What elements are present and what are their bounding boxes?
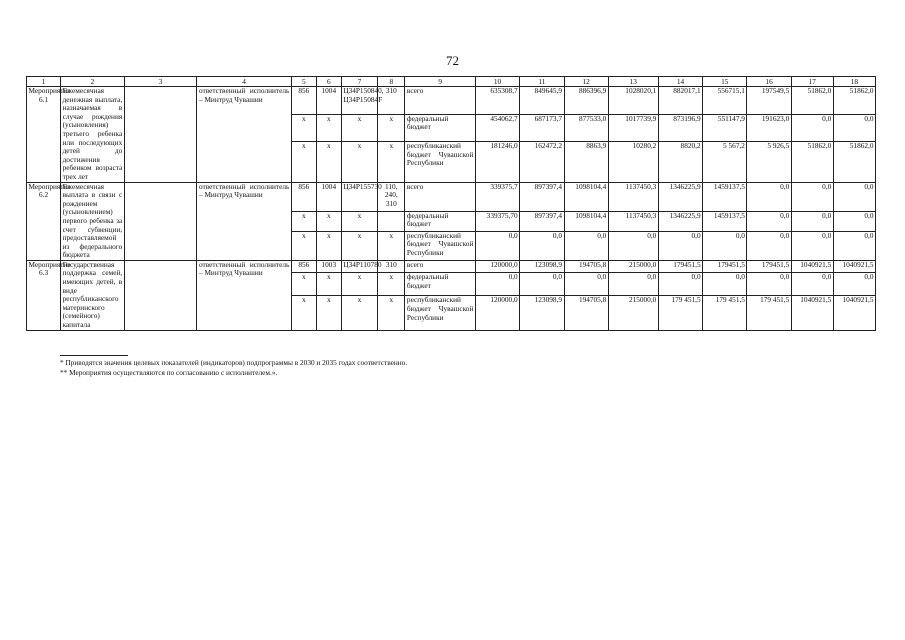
column-header-1: 1 bbox=[27, 77, 61, 87]
amount-cell: 1346225,9 bbox=[658, 182, 702, 211]
section-code: x bbox=[316, 211, 341, 231]
amount-cell: 123098,9 bbox=[520, 296, 564, 330]
section-code: 1004 bbox=[316, 87, 341, 115]
column-header-13: 13 bbox=[608, 77, 658, 87]
grbs-code: 856 bbox=[291, 260, 316, 272]
activity-col3 bbox=[124, 87, 197, 183]
amount-cell: 194705,8 bbox=[564, 260, 608, 272]
amount-cell: 123098,9 bbox=[520, 260, 564, 272]
activity-id: Мероприятие 6.2 bbox=[27, 182, 61, 260]
column-header-4: 4 bbox=[197, 77, 291, 87]
amount-cell: 0,0 bbox=[658, 273, 702, 296]
column-header-8: 8 bbox=[378, 77, 405, 87]
column-header-2: 2 bbox=[61, 77, 125, 87]
amount-cell: 8820,2 bbox=[658, 142, 702, 183]
column-header-18: 18 bbox=[833, 77, 875, 87]
amount-cell: 873196,9 bbox=[658, 114, 702, 142]
footnote-rule bbox=[60, 355, 128, 356]
target-article-code: x bbox=[341, 114, 377, 142]
target-article-code: Ц34Р155730 bbox=[341, 182, 377, 211]
amount-cell: 1040921,5 bbox=[791, 296, 833, 330]
amount-cell: 0,0 bbox=[520, 273, 564, 296]
amount-cell: 162472,2 bbox=[520, 142, 564, 183]
activity-name: Государственная поддержка семей, имеющих детей, в виде республиканского материнского (семейного) капитала bbox=[62, 259, 123, 330]
amount-cell: 0,0 bbox=[791, 182, 833, 211]
section-code: x bbox=[316, 114, 341, 142]
amount-cell: 179 451,5 bbox=[747, 296, 791, 330]
grbs-code: x bbox=[291, 296, 316, 330]
amount-cell: 1098104,4 bbox=[564, 211, 608, 231]
activity-name: Ежемесячная выплата в связи с рождением (усыновлением) первого ребенка за счет субвенции, предоставляемой из федерального бюджета bbox=[62, 181, 123, 260]
amount-cell: 454062,7 bbox=[475, 114, 519, 142]
amount-cell: 0,0 bbox=[564, 273, 608, 296]
amount-cell: 215000,0 bbox=[608, 260, 658, 272]
section-code: x bbox=[316, 231, 341, 260]
activity-id: Мероприятие 6.3 bbox=[27, 260, 61, 330]
amount-cell: 339375,7 bbox=[475, 182, 519, 211]
grbs-code: x bbox=[291, 231, 316, 260]
grbs-code: 856 bbox=[291, 87, 316, 115]
column-header-6: 6 bbox=[316, 77, 341, 87]
amount-cell: 1137450,3 bbox=[608, 182, 658, 211]
amount-cell: 51862,0 bbox=[791, 142, 833, 183]
amount-cell: 0,0 bbox=[747, 231, 791, 260]
column-header-12: 12 bbox=[564, 77, 608, 87]
footnotes bbox=[60, 355, 407, 377]
expense-type-code: x bbox=[378, 273, 405, 296]
amount-cell: 877533,0 bbox=[564, 114, 608, 142]
activity-name: Ежемесячная денежная выплата, назначаемая в случае рождения (усыновления) третьего ребенка или последующих детей до достижения ребенком возраста трех лет bbox=[62, 86, 123, 181]
amount-cell: 179 451,5 bbox=[703, 296, 747, 330]
column-header-11: 11 bbox=[520, 77, 564, 87]
target-article-code: x bbox=[341, 273, 377, 296]
amount-cell: 8863,9 bbox=[564, 142, 608, 183]
amount-cell: 0,0 bbox=[833, 273, 875, 296]
amount-cell: 897397,4 bbox=[520, 211, 564, 231]
amount-cell: 849645,9 bbox=[520, 87, 564, 115]
target-article-code: Ц34Р110780 bbox=[341, 260, 377, 272]
amount-cell: 5 567,2 bbox=[703, 142, 747, 183]
funding-source: республиканский бюджет Чувашской Республики bbox=[405, 142, 475, 183]
activity-col3 bbox=[124, 260, 197, 330]
amount-cell: 0,0 bbox=[791, 231, 833, 260]
expense-type-code: 110, 240, 310 bbox=[378, 182, 405, 211]
funding-source: всего bbox=[405, 260, 475, 272]
activity-executor: ответственный исполнитель – Минтруд Чувашии bbox=[197, 87, 291, 183]
amount-cell: 179451,5 bbox=[747, 260, 791, 272]
amount-cell: 1098104,4 bbox=[564, 182, 608, 211]
page-number: 72 bbox=[446, 53, 459, 68]
amount-cell: 0,0 bbox=[791, 211, 833, 231]
funding-source: республиканский бюджет Чувашской Республики bbox=[405, 231, 475, 260]
column-header-14: 14 bbox=[658, 77, 702, 87]
activity-executor: ответственный исполнитель – Минтруд Чувашии bbox=[197, 182, 291, 260]
amount-cell: 0,0 bbox=[791, 273, 833, 296]
amount-cell: 1459137,5 bbox=[703, 211, 747, 231]
amount-cell: 1040921,5 bbox=[833, 296, 875, 330]
amount-cell: 194705,8 bbox=[564, 296, 608, 330]
amount-cell: 51862,0 bbox=[833, 87, 875, 115]
column-header-16: 16 bbox=[747, 77, 791, 87]
amount-cell: 0,0 bbox=[564, 231, 608, 260]
expense-type-code: x bbox=[378, 296, 405, 330]
column-header-17: 17 bbox=[791, 77, 833, 87]
amount-cell: 10280,2 bbox=[608, 142, 658, 183]
target-article-code: x bbox=[341, 142, 377, 183]
amount-cell: 0,0 bbox=[833, 211, 875, 231]
column-header-10: 10 bbox=[475, 77, 519, 87]
table-body bbox=[27, 87, 876, 331]
column-header-3: 3 bbox=[124, 77, 197, 87]
amount-cell: 191623,0 bbox=[747, 114, 791, 142]
amount-cell: 0,0 bbox=[475, 231, 519, 260]
column-header-15: 15 bbox=[703, 77, 747, 87]
amount-cell: 51862,0 bbox=[833, 142, 875, 183]
amount-cell: 5 926,5 bbox=[747, 142, 791, 183]
budget-table bbox=[26, 76, 876, 331]
grbs-code: 856 bbox=[291, 182, 316, 211]
funding-source: федеральный бюджет bbox=[405, 211, 475, 231]
amount-cell: 0,0 bbox=[703, 273, 747, 296]
amount-cell: 1346225,9 bbox=[658, 211, 702, 231]
grbs-code: x bbox=[291, 273, 316, 296]
amount-cell: 687173,7 bbox=[520, 114, 564, 142]
table-row bbox=[27, 182, 876, 211]
target-article-code: x bbox=[341, 211, 377, 231]
section-code: x bbox=[316, 273, 341, 296]
amount-cell: 120000,0 bbox=[475, 260, 519, 272]
amount-cell: 0,0 bbox=[791, 114, 833, 142]
header-row bbox=[27, 77, 876, 87]
section-code: 1004 bbox=[316, 182, 341, 211]
amount-cell: 1040921,5 bbox=[833, 260, 875, 272]
amount-cell: 339375,70 bbox=[475, 211, 519, 231]
amount-cell: 51862,0 bbox=[791, 87, 833, 115]
expense-type-code: x bbox=[378, 114, 405, 142]
amount-cell: 0,0 bbox=[703, 231, 747, 260]
section-code: 1003 bbox=[316, 260, 341, 272]
amount-cell: 0,0 bbox=[608, 273, 658, 296]
table-header bbox=[27, 77, 876, 87]
target-article-code: Ц34Р150840, Ц34Р15084F bbox=[341, 87, 377, 115]
amount-cell: 1040921,5 bbox=[791, 260, 833, 272]
target-article-code: x bbox=[341, 296, 377, 330]
amount-cell: 0,0 bbox=[747, 211, 791, 231]
amount-cell: 0,0 bbox=[747, 182, 791, 211]
amount-cell: 0,0 bbox=[833, 114, 875, 142]
amount-cell: 197549,5 bbox=[747, 87, 791, 115]
amount-cell: 215000,0 bbox=[608, 296, 658, 330]
amount-cell: 181246,0 bbox=[475, 142, 519, 183]
funding-source: всего bbox=[405, 87, 475, 115]
column-header-5: 5 bbox=[291, 77, 316, 87]
grbs-code: x bbox=[291, 142, 316, 183]
amount-cell: 0,0 bbox=[833, 182, 875, 211]
column-header-7: 7 bbox=[341, 77, 377, 87]
grbs-code: x bbox=[291, 211, 316, 231]
amount-cell: 0,0 bbox=[608, 231, 658, 260]
activity-executor: ответственный исполнитель – Минтруд Чувашии bbox=[197, 260, 291, 330]
funding-source: федеральный бюджет bbox=[405, 273, 475, 296]
expense-type-code: 310 bbox=[378, 87, 405, 115]
amount-cell: 0,0 bbox=[520, 231, 564, 260]
amount-cell: 179 451,5 bbox=[658, 296, 702, 330]
table-row bbox=[27, 260, 876, 272]
amount-cell: 1017739,9 bbox=[608, 114, 658, 142]
column-header-9: 9 bbox=[405, 77, 475, 87]
activity-col3 bbox=[124, 182, 197, 260]
amount-cell: 635308,7 bbox=[475, 87, 519, 115]
amount-cell: 1137450,3 bbox=[608, 211, 658, 231]
amount-cell: 556715,1 bbox=[703, 87, 747, 115]
expense-type-code: 310 bbox=[378, 260, 405, 272]
target-article-code: x bbox=[341, 231, 377, 260]
amount-cell: 551147,9 bbox=[703, 114, 747, 142]
amount-cell: 0,0 bbox=[475, 273, 519, 296]
funding-source: республиканский бюджет Чувашской Республики bbox=[405, 296, 475, 330]
amount-cell: 0,0 bbox=[658, 231, 702, 260]
funding-source: всего bbox=[405, 182, 475, 211]
amount-cell: 882017,1 bbox=[658, 87, 702, 115]
amount-cell: 886396,9 bbox=[564, 87, 608, 115]
amount-cell: 179451,5 bbox=[658, 260, 702, 272]
activity-id: Мероприятие 6.1 bbox=[27, 87, 61, 183]
footnote-1: * Приводятся значения целевых показателей (индикаторов) подпрограммы в 2030 и 2035 годах соответственно. bbox=[60, 358, 408, 367]
section-code: x bbox=[316, 142, 341, 183]
amount-cell: 179451,5 bbox=[703, 260, 747, 272]
amount-cell: 1028020,1 bbox=[608, 87, 658, 115]
expense-type-code: x bbox=[378, 231, 405, 260]
funding-source: федеральный бюджет bbox=[405, 114, 475, 142]
amount-cell: 120000,0 bbox=[475, 296, 519, 330]
amount-cell: 0,0 bbox=[747, 273, 791, 296]
amount-cell: 0,0 bbox=[833, 231, 875, 260]
grbs-code: x bbox=[291, 114, 316, 142]
table-row bbox=[27, 87, 876, 115]
footnote-2: ** Мероприятия осуществляются по согласованию с исполнителем.». bbox=[60, 367, 278, 377]
expense-type-code: x bbox=[378, 142, 405, 183]
amount-cell: 897397,4 bbox=[520, 182, 564, 211]
section-code: x bbox=[316, 296, 341, 330]
amount-cell: 1459137,5 bbox=[703, 182, 747, 211]
expense-type-code bbox=[378, 211, 405, 231]
